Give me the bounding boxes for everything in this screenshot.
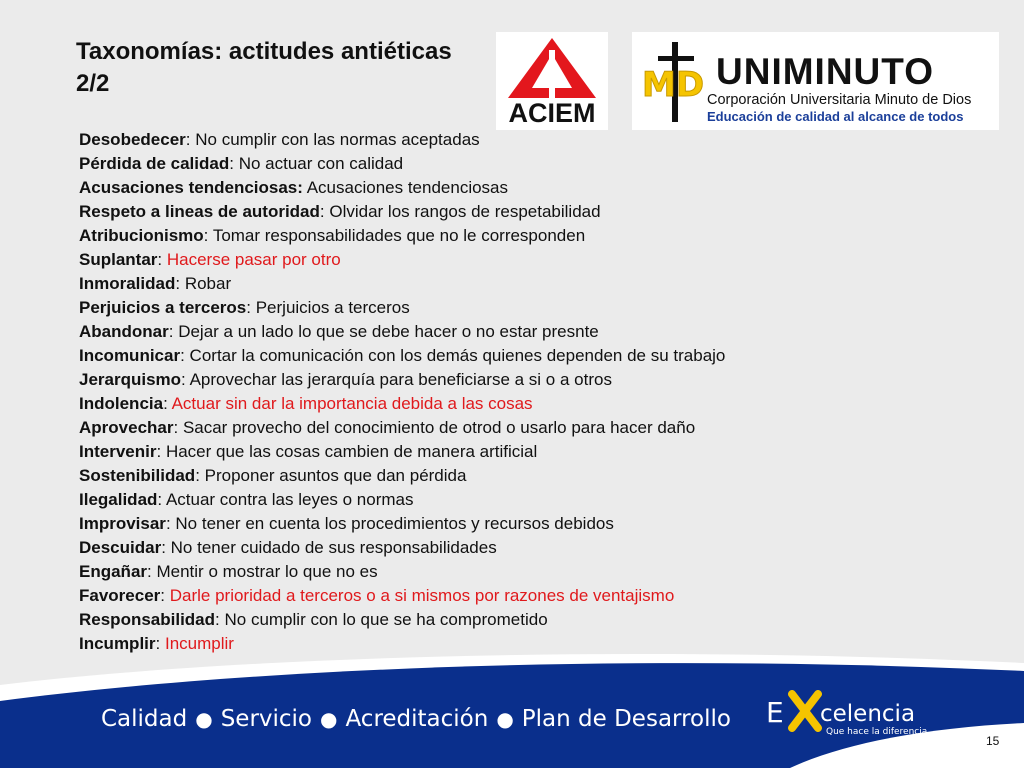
- uniminuto-tagline: Educación de calidad al alcance de todos: [707, 109, 964, 124]
- excelencia-x-icon: [788, 690, 822, 732]
- item-separator: :: [161, 538, 171, 557]
- aciem-logo-text: ACIEM: [508, 98, 596, 128]
- item-term: Incumplir: [79, 634, 156, 653]
- list-item: [79, 248, 999, 272]
- list-item: [79, 368, 999, 392]
- item-description: Actuar sin dar la importancia debida a las cosas: [171, 394, 533, 413]
- item-separator: :: [165, 514, 176, 533]
- item-separator: :: [173, 418, 183, 437]
- item-separator: :: [181, 370, 190, 389]
- item-description: No cumplir con lo que se ha comprometido: [224, 610, 548, 629]
- item-description: Dejar a un lado lo que se debe hacer o no estar presnte: [178, 322, 599, 341]
- item-separator: :: [215, 610, 225, 629]
- item-description: Olvidar los rangos de respetabilidad: [329, 202, 601, 221]
- page-number: 15: [986, 734, 1000, 748]
- item-term: Atribucionismo: [79, 226, 204, 245]
- item-separator: :: [157, 250, 167, 269]
- bullet-icon: ●: [320, 707, 338, 731]
- taxonomy-list: [79, 128, 999, 656]
- list-item: [79, 296, 999, 320]
- item-description: Incumplir: [164, 634, 234, 653]
- uniminuto-subtitle: Corporación Universitaria Minuto de Dios: [707, 92, 972, 108]
- item-term: Ilegalidad: [79, 490, 158, 509]
- uniminuto-name: UNIMINUTO: [716, 51, 934, 92]
- item-term: Responsabilidad: [79, 610, 216, 629]
- item-separator: :: [319, 202, 330, 221]
- item-term: Perjuicios a terceros: [79, 298, 247, 317]
- item-description: Actuar contra las leyes o normas: [165, 490, 414, 509]
- excelencia-e: E: [766, 696, 784, 729]
- item-term: Respeto a lineas de autoridad: [79, 202, 320, 221]
- bullet-icon: ●: [195, 707, 213, 731]
- list-item: [79, 416, 999, 440]
- item-term: Engañar: [79, 562, 148, 581]
- item-description: Acusaciones tendenciosas: [306, 178, 509, 197]
- md-cross-icon: [636, 38, 708, 126]
- list-item: [79, 560, 999, 584]
- item-separator: :: [147, 562, 157, 581]
- item-term: Inmoralidad: [79, 274, 176, 293]
- list-item: [79, 608, 999, 632]
- item-description: Tomar responsabilidades que no le corresponden: [212, 226, 586, 245]
- slide-title-line1: Taxonomías: actitudes antiéticas: [76, 38, 452, 65]
- excelencia-tagline: Que hace la diferencia: [826, 727, 928, 737]
- item-description: Hacerse pasar por otro: [166, 250, 341, 269]
- list-item: [79, 128, 999, 152]
- item-term: Descuidar: [79, 538, 162, 557]
- item-term: Abandonar: [79, 322, 169, 341]
- list-item: [79, 200, 999, 224]
- item-description: No actuar con calidad: [238, 154, 404, 173]
- item-separator: :: [195, 466, 205, 485]
- list-item: [79, 488, 999, 512]
- item-separator: :: [180, 346, 190, 365]
- list-item: [79, 464, 999, 488]
- footer-values: [101, 702, 731, 736]
- item-separator: :: [156, 442, 166, 461]
- item-term: Incomunicar: [79, 346, 181, 365]
- list-item: [79, 512, 999, 536]
- list-item: [79, 392, 999, 416]
- item-separator: :: [155, 634, 165, 653]
- item-term: Aprovechar: [79, 418, 174, 437]
- list-item: [79, 224, 999, 248]
- item-term: Pérdida de calidad: [79, 154, 230, 173]
- item-description: Perjuicios a terceros: [255, 298, 410, 317]
- list-item: [79, 152, 999, 176]
- item-separator: :: [157, 490, 166, 509]
- item-separator: :: [163, 394, 172, 413]
- item-term: Acusaciones tendenciosas:: [79, 178, 303, 197]
- list-item: [79, 536, 999, 560]
- item-description: Cortar la comunicación con los demás quienes dependen de su trabajo: [189, 346, 726, 365]
- footer-value-servicio: Servicio: [220, 706, 313, 732]
- item-description: Proponer asuntos que dan pérdida: [204, 466, 467, 485]
- list-item: [79, 176, 999, 200]
- md-text: MD: [642, 65, 705, 105]
- slide-title-line2: 2/2: [76, 70, 110, 97]
- list-item: [79, 584, 999, 608]
- item-term: Jerarquismo: [79, 370, 182, 389]
- slide-title: [76, 36, 486, 100]
- item-term: Desobedecer: [79, 130, 186, 149]
- item-description: No cumplir con las normas aceptadas: [195, 130, 480, 149]
- item-separator: :: [203, 226, 213, 245]
- item-description: No tener en cuenta los procedimientos y recursos debidos: [175, 514, 614, 533]
- item-description: No tener cuidado de sus responsabilidades: [170, 538, 497, 557]
- item-term: Improvisar: [79, 514, 166, 533]
- item-description: Sacar provecho del conocimiento de otrod o usarlo para hacer daño: [182, 418, 696, 437]
- item-term: Indolencia: [79, 394, 164, 413]
- item-separator: :: [246, 298, 256, 317]
- item-description: Robar: [184, 274, 232, 293]
- footer-value-calidad: Calidad: [101, 706, 188, 732]
- item-separator: :: [185, 130, 196, 149]
- item-description: Mentir o mostrar lo que no es: [156, 562, 378, 581]
- item-term: Intervenir: [79, 442, 157, 461]
- item-term: Suplantar: [79, 250, 158, 269]
- item-separator: :: [175, 274, 185, 293]
- list-item: [79, 344, 999, 368]
- aciem-logo: [496, 32, 608, 130]
- item-separator: :: [229, 154, 239, 173]
- bullet-icon: ●: [496, 707, 514, 731]
- item-description: Darle prioridad a terceros o a si mismos por razones de ventajismo: [169, 586, 675, 605]
- item-separator: :: [160, 586, 170, 605]
- excelencia-text: celencia: [820, 701, 916, 727]
- uniminuto-logo: [632, 32, 999, 130]
- list-item: [79, 440, 999, 464]
- item-separator: :: [168, 322, 179, 341]
- list-item: [79, 320, 999, 344]
- item-term: Sostenibilidad: [79, 466, 196, 485]
- item-description: Aprovechar las jerarquía para beneficiarse a si o a otros: [189, 370, 612, 389]
- item-description: Hacer que las cosas cambien de manera artificial: [165, 442, 538, 461]
- footer-value-acreditacion: Acreditación: [345, 706, 489, 732]
- item-term: Favorecer: [79, 586, 161, 605]
- footer-value-plan: Plan de Desarrollo: [521, 706, 731, 732]
- list-item: [79, 272, 999, 296]
